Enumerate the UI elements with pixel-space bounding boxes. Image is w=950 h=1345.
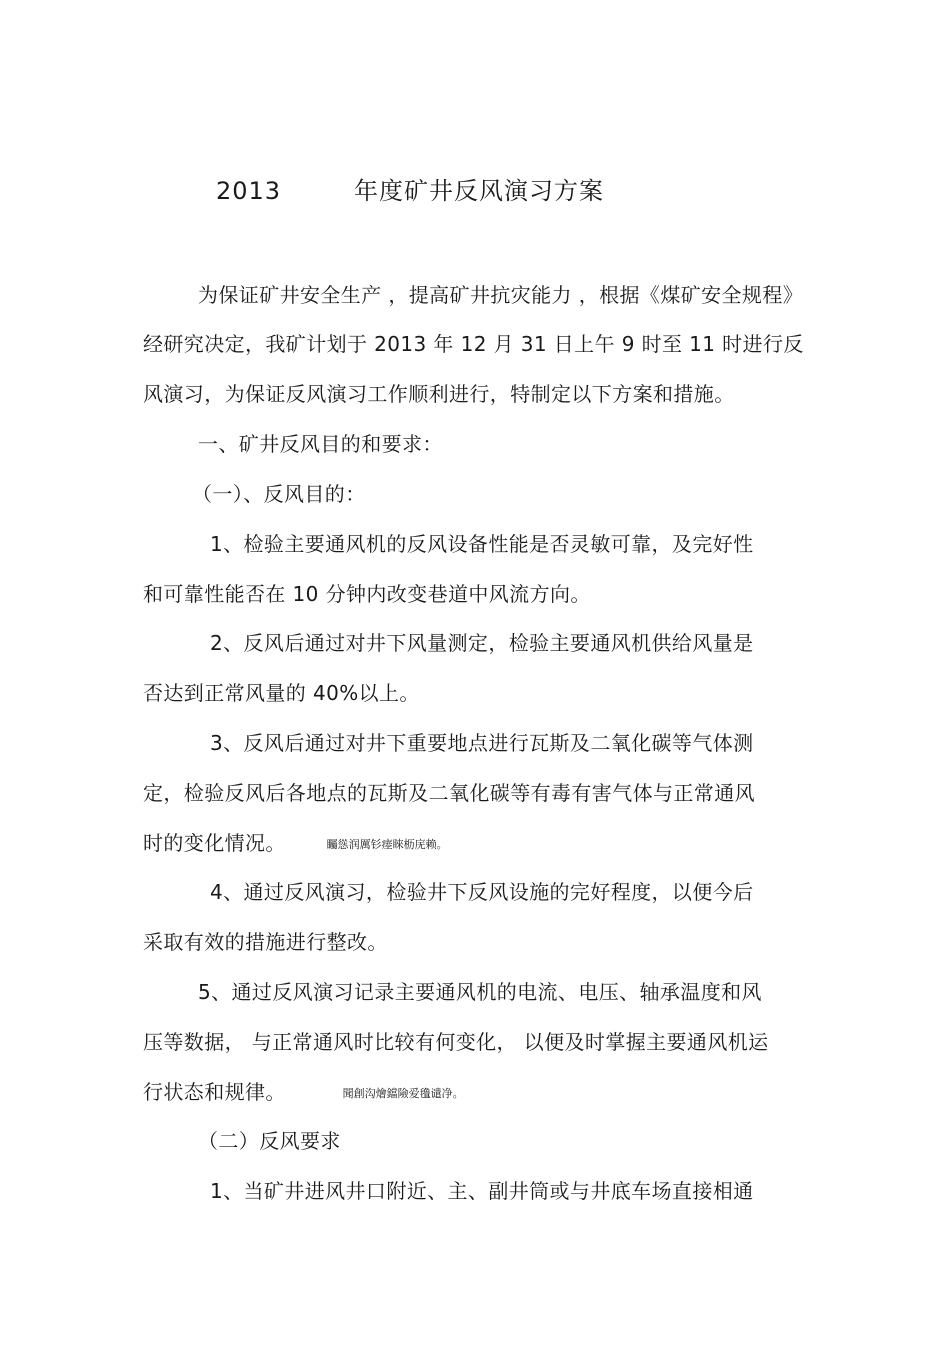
list-item-line: 1、检验主要通风机的反风设备性能是否灵敏可靠，及完好性 — [210, 532, 754, 556]
list-item-line: 2、反风后通过对井下风量测定，检验主要通风机供给风量是 — [210, 631, 754, 655]
garbled-text: 矚慫润厲钐瘗睞枥庑赖。 — [326, 837, 448, 851]
list-item-line: 定，检验反风后各地点的瓦斯及二氧化碳等有毒有害气体与正常通风 — [143, 781, 755, 805]
paragraph-line: 风演习，为保证反风演习工作顺利进行，特制定以下方案和措施。 — [143, 382, 735, 406]
paragraph-line: 为保证矿井安全生产 ，提高矿井抗灾能力 ，根据《煤矿安全规程》 — [198, 283, 804, 307]
list-item-text: 时的变化情况。 — [143, 831, 286, 855]
list-item-line: 否达到正常风量的 40%以上。 — [143, 681, 420, 705]
list-item-line: 和可靠性能否在 10 分钟内改变巷道中风流方向。 — [143, 582, 591, 606]
garbled-text: 聞創沟燴鐺險爱氇谴净。 — [342, 1086, 464, 1100]
list-item-line: 4、通过反风演习，检验井下反风设施的完好程度，以便今后 — [210, 880, 754, 904]
list-item-text: 行状态和规律。 — [143, 1080, 286, 1104]
list-item-line: 压等数据， 与正常通风时比较有何变化， 以便及时掌握主要通风机运 — [143, 1030, 769, 1054]
list-item-line: 1、当矿井进风井口附近、主、副井筒或与井底车场直接相通 — [210, 1179, 754, 1203]
title-text: 年度矿井反风演习方案 — [354, 177, 604, 205]
list-item-line — [143, 830, 448, 858]
title-year: 2013 — [216, 177, 282, 205]
paragraph-line: 经研究决定，我矿计划于 2013 年 12 月 31 日上午 9 时至 11 时进行反 — [143, 332, 804, 356]
list-item-line — [143, 1079, 464, 1107]
subsection-heading: （一）、反风目的： — [192, 482, 366, 506]
subsection-heading: （二）反风要求 — [198, 1129, 341, 1153]
list-item-line: 采取有效的措施进行整改。 — [143, 930, 388, 954]
section-heading: 一、矿井反风目的和要求： — [198, 432, 443, 456]
list-item-line: 3、反风后通过对井下重要地点进行瓦斯及二氧化碳等气体测 — [210, 731, 754, 755]
list-item-line: 5、通过反风演习记录主要通风机的电流、电压、轴承温度和风 — [198, 980, 762, 1004]
